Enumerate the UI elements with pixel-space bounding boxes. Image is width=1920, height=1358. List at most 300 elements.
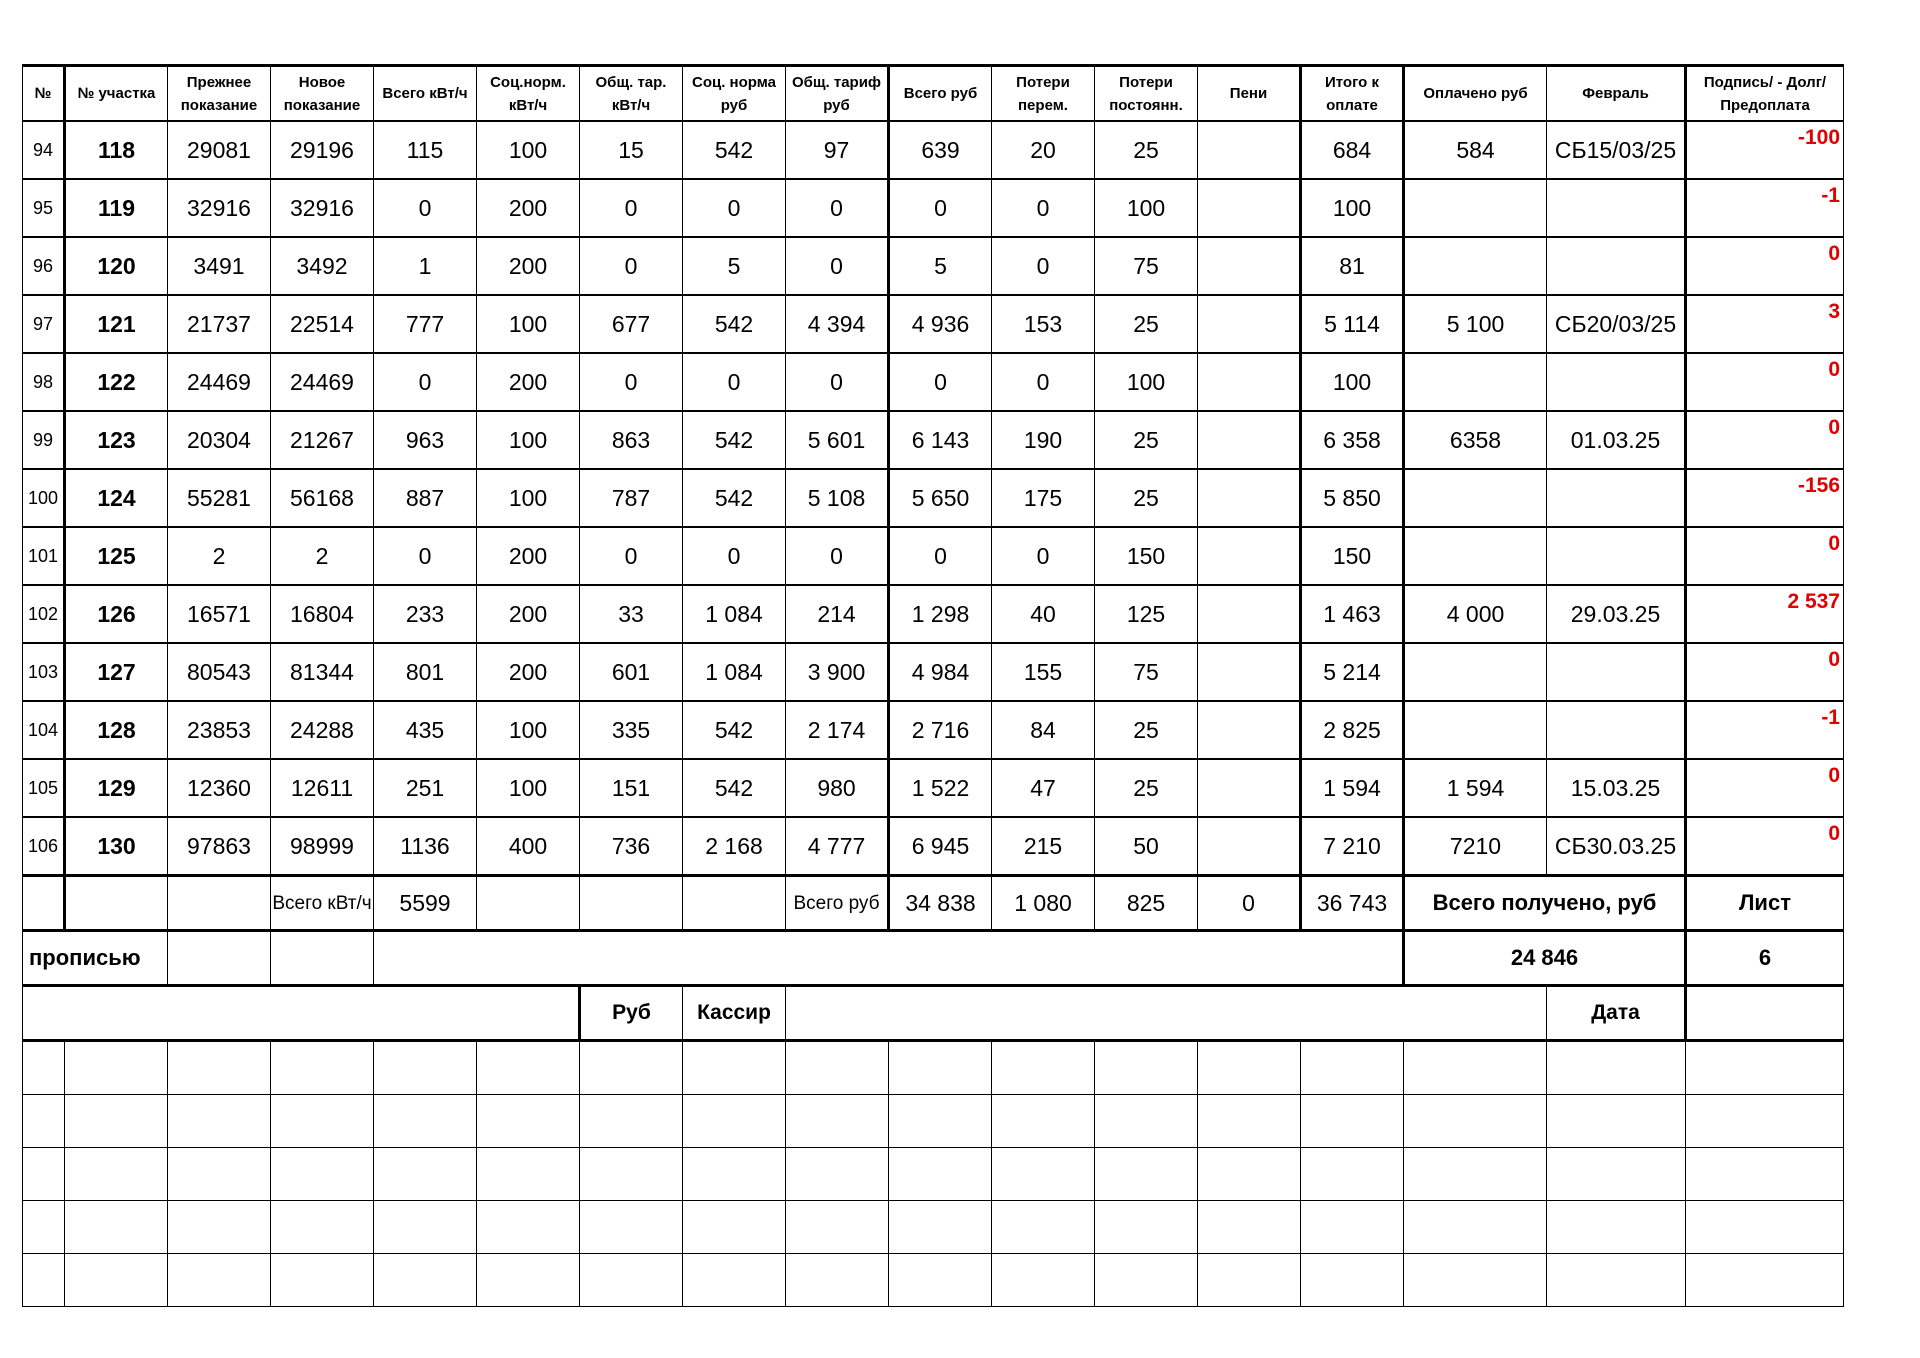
table-cell: 0: [580, 353, 683, 411]
table-cell: 2: [168, 527, 271, 585]
rub-label: Руб: [580, 986, 683, 1041]
table-cell: 151: [580, 759, 683, 817]
table-cell: 0: [786, 353, 889, 411]
table-cell: 100: [23, 469, 65, 527]
empty-cell: [374, 1201, 477, 1254]
table-cell: 120: [65, 237, 168, 295]
column-header: Общ. тариф руб: [786, 66, 889, 122]
empty-cell: [23, 1148, 65, 1201]
table-cell: [1198, 179, 1301, 237]
table-cell: 100: [477, 469, 580, 527]
empty-cell: [786, 1095, 889, 1148]
table-cell: 5: [889, 237, 992, 295]
table-cell: 40: [992, 585, 1095, 643]
empty-cell: [1095, 1041, 1198, 1095]
table-cell: 101: [23, 527, 65, 585]
table-cell: СБ15/03/25: [1547, 121, 1686, 179]
empty-cell: [477, 1148, 580, 1201]
table-cell: 4 394: [786, 295, 889, 353]
empty-cell: [65, 1254, 168, 1307]
table-cell: 4 936: [889, 295, 992, 353]
table-cell: 1 084: [683, 643, 786, 701]
table-cell: 100: [1301, 179, 1404, 237]
table-cell: 50: [1095, 817, 1198, 876]
table-cell: 584: [1404, 121, 1547, 179]
column-header: Итого к оплате: [1301, 66, 1404, 122]
meter-readings-table: [22, 64, 1844, 1307]
table-row: [23, 469, 1844, 527]
table-cell: 863: [580, 411, 683, 469]
table-cell: [1547, 237, 1686, 295]
empty-cell: [1547, 1041, 1686, 1095]
debt-cell: 0: [1686, 237, 1844, 295]
empty-cell: [1404, 1254, 1547, 1307]
table-cell: 23853: [168, 701, 271, 759]
cashier-signature-row: [23, 986, 1844, 1041]
empty-cell: [786, 1201, 889, 1254]
empty-cell: [477, 1201, 580, 1254]
totals-rub-label: Всего руб: [786, 876, 889, 931]
empty-cell: [1095, 1254, 1198, 1307]
empty-cell: [168, 876, 271, 931]
empty-cell: [65, 876, 168, 931]
table-cell: 102: [23, 585, 65, 643]
table-cell: 130: [65, 817, 168, 876]
empty-cell: [1198, 1254, 1301, 1307]
date-field: [1686, 986, 1844, 1041]
table-cell: 100: [477, 759, 580, 817]
table-cell: 2 825: [1301, 701, 1404, 759]
table-cell: 4 000: [1404, 585, 1547, 643]
table-cell: [1547, 527, 1686, 585]
debt-cell: -100: [1686, 121, 1844, 179]
table-cell: 24288: [271, 701, 374, 759]
column-header: Соц.норм. кВт/ч: [477, 66, 580, 122]
sheet-label: Лист: [1686, 876, 1844, 931]
table-cell: 32916: [271, 179, 374, 237]
table-cell: 01.03.25: [1547, 411, 1686, 469]
table-cell: 335: [580, 701, 683, 759]
table-cell: 4 777: [786, 817, 889, 876]
table-cell: 97: [786, 121, 889, 179]
table-cell: 24469: [168, 353, 271, 411]
table-cell: 119: [65, 179, 168, 237]
table-cell: 123: [65, 411, 168, 469]
table-cell: 29081: [168, 121, 271, 179]
table-cell: 25: [1095, 469, 1198, 527]
table-cell: 0: [786, 237, 889, 295]
table-cell: 0: [683, 353, 786, 411]
table-cell: 24469: [271, 353, 374, 411]
empty-cell: [271, 1148, 374, 1201]
table-row: [23, 701, 1844, 759]
table-cell: 75: [1095, 237, 1198, 295]
table-cell: 98: [23, 353, 65, 411]
blank-row: [23, 1148, 1844, 1201]
table-cell: 4 984: [889, 643, 992, 701]
sheet-number: 6: [1686, 931, 1844, 986]
empty-cell: [65, 1201, 168, 1254]
table-cell: 100: [1095, 179, 1198, 237]
table-cell: 33: [580, 585, 683, 643]
table-cell: 0: [992, 237, 1095, 295]
table-cell: 1136: [374, 817, 477, 876]
table-cell: 127: [65, 643, 168, 701]
table-cell: [1198, 585, 1301, 643]
totals-to-pay: 36 743: [1301, 876, 1404, 931]
empty-cell: [23, 1201, 65, 1254]
empty-cell: [992, 1254, 1095, 1307]
blank-row: [23, 1254, 1844, 1307]
empty-cell: [1301, 1254, 1404, 1307]
table-cell: 121: [65, 295, 168, 353]
table-cell: [1404, 643, 1547, 701]
table-cell: 81344: [271, 643, 374, 701]
table-cell: [1198, 643, 1301, 701]
empty-cell: [1301, 1201, 1404, 1254]
empty-cell: [271, 931, 374, 986]
table-cell: 100: [477, 121, 580, 179]
table-row: [23, 179, 1844, 237]
table-cell: [1404, 701, 1547, 759]
column-header: Соц. норма руб: [683, 66, 786, 122]
table-cell: 5 601: [786, 411, 889, 469]
table-cell: 125: [1095, 585, 1198, 643]
received-value: 24 846: [1404, 931, 1686, 986]
debt-cell: -1: [1686, 179, 1844, 237]
table-cell: 0: [683, 527, 786, 585]
amount-in-words-label: прописью: [23, 931, 168, 986]
blank-row: [23, 1201, 1844, 1254]
table-cell: 0: [374, 527, 477, 585]
table-cell: 0: [580, 179, 683, 237]
table-cell: 16571: [168, 585, 271, 643]
table-cell: 200: [477, 179, 580, 237]
table-cell: 542: [683, 295, 786, 353]
table-row: [23, 817, 1844, 876]
empty-cell: [168, 1095, 271, 1148]
empty-cell: [1547, 1201, 1686, 1254]
debt-cell: 2 537: [1686, 585, 1844, 643]
table-cell: 5 100: [1404, 295, 1547, 353]
table-cell: 639: [889, 121, 992, 179]
table-cell: 736: [580, 817, 683, 876]
table-cell: 2 174: [786, 701, 889, 759]
table-cell: [1198, 295, 1301, 353]
empty-cell: [65, 1041, 168, 1095]
table-cell: 200: [477, 353, 580, 411]
header-row: [23, 66, 1844, 122]
debt-cell: -1: [1686, 701, 1844, 759]
empty-cell: [477, 1095, 580, 1148]
table-cell: 32916: [168, 179, 271, 237]
empty-cell: [683, 1041, 786, 1095]
table-cell: [1404, 237, 1547, 295]
empty-cell: [374, 1254, 477, 1307]
empty-cell: [1404, 1095, 1547, 1148]
table-cell: 15: [580, 121, 683, 179]
empty-cell: [992, 1041, 1095, 1095]
empty-cell: [1404, 1148, 1547, 1201]
table-cell: 128: [65, 701, 168, 759]
received-label: Всего получено, руб: [1404, 876, 1686, 931]
table-cell: 542: [683, 411, 786, 469]
table-cell: 200: [477, 643, 580, 701]
table-cell: 96: [23, 237, 65, 295]
table-cell: 7210: [1404, 817, 1547, 876]
table-cell: 980: [786, 759, 889, 817]
table-cell: 6358: [1404, 411, 1547, 469]
empty-cell: [23, 1095, 65, 1148]
table-cell: 1 463: [1301, 585, 1404, 643]
table-cell: 1 084: [683, 585, 786, 643]
table-cell: 153: [992, 295, 1095, 353]
table-cell: 542: [683, 121, 786, 179]
empty-cell: [889, 1148, 992, 1201]
empty-cell: [23, 1254, 65, 1307]
table-cell: 214: [786, 585, 889, 643]
table-cell: 29196: [271, 121, 374, 179]
empty-cell: [1404, 1201, 1547, 1254]
cashier-label: Кассир: [683, 986, 786, 1041]
table-cell: 233: [374, 585, 477, 643]
table-cell: 0: [580, 527, 683, 585]
empty-cell: [168, 1041, 271, 1095]
table-cell: 677: [580, 295, 683, 353]
table-cell: 2 168: [683, 817, 786, 876]
table-cell: [1198, 701, 1301, 759]
debt-cell: 0: [1686, 817, 1844, 876]
empty-cell: [168, 931, 271, 986]
column-header: №: [23, 66, 65, 122]
table-row: [23, 121, 1844, 179]
table-cell: 251: [374, 759, 477, 817]
empty-cell: [271, 1254, 374, 1307]
table-cell: 125: [65, 527, 168, 585]
table-cell: [1198, 817, 1301, 876]
table-cell: 777: [374, 295, 477, 353]
table-cell: 99: [23, 411, 65, 469]
table-cell: 0: [786, 179, 889, 237]
totals-rub-value: 34 838: [889, 876, 992, 931]
table-cell: 100: [477, 701, 580, 759]
debt-cell: 0: [1686, 411, 1844, 469]
empty-cell: [786, 1148, 889, 1201]
table-cell: [1404, 469, 1547, 527]
table-cell: 25: [1095, 701, 1198, 759]
table-cell: 801: [374, 643, 477, 701]
table-row: [23, 759, 1844, 817]
empty-cell: [374, 1041, 477, 1095]
empty-cell: [374, 1148, 477, 1201]
table-cell: 400: [477, 817, 580, 876]
table-cell: [1547, 701, 1686, 759]
empty-cell: [1198, 1201, 1301, 1254]
table-cell: 0: [889, 353, 992, 411]
empty-cell: [580, 1041, 683, 1095]
totals-kwh-label: Всего кВт/ч: [271, 876, 374, 931]
table-cell: 12360: [168, 759, 271, 817]
table-cell: 103: [23, 643, 65, 701]
empty-cell: [992, 1095, 1095, 1148]
column-header: Оплачено руб: [1404, 66, 1547, 122]
table-cell: 80543: [168, 643, 271, 701]
table-cell: [1198, 527, 1301, 585]
empty-cell: [889, 1095, 992, 1148]
empty-cell: [477, 1041, 580, 1095]
empty-cell: [23, 1041, 65, 1095]
empty-cell: [168, 1201, 271, 1254]
empty-cell: [1198, 1148, 1301, 1201]
table-cell: 150: [1095, 527, 1198, 585]
empty-cell: [1547, 1095, 1686, 1148]
table-cell: 100: [1095, 353, 1198, 411]
table-row: [23, 353, 1844, 411]
column-header: Прежнее показание: [168, 66, 271, 122]
debt-cell: 0: [1686, 527, 1844, 585]
empty-cell: [374, 1095, 477, 1148]
date-label: Дата: [1547, 986, 1686, 1041]
column-header: Общ. тар. кВт/ч: [580, 66, 683, 122]
empty-cell: [580, 1095, 683, 1148]
table-cell: 1 298: [889, 585, 992, 643]
table-cell: 118: [65, 121, 168, 179]
table-cell: 16804: [271, 585, 374, 643]
table-cell: [1547, 469, 1686, 527]
empty-cell: [889, 1041, 992, 1095]
empty-cell: [580, 1254, 683, 1307]
table-cell: 2: [271, 527, 374, 585]
table-cell: 0: [374, 179, 477, 237]
column-header: Февраль: [1547, 66, 1686, 122]
table-cell: 190: [992, 411, 1095, 469]
table-cell: [1404, 353, 1547, 411]
table-cell: 100: [477, 411, 580, 469]
totals-losses-var: 1 080: [992, 876, 1095, 931]
totals-losses-const: 825: [1095, 876, 1198, 931]
empty-cell: [1198, 1041, 1301, 1095]
table-cell: 100: [477, 295, 580, 353]
empty-cell: [1686, 1041, 1844, 1095]
table-cell: 126: [65, 585, 168, 643]
empty-cell: [23, 876, 65, 931]
table-cell: 3492: [271, 237, 374, 295]
empty-cell: [1095, 1148, 1198, 1201]
blank-row: [23, 1095, 1844, 1148]
debt-cell: -156: [1686, 469, 1844, 527]
table-cell: 98999: [271, 817, 374, 876]
table-cell: 6 358: [1301, 411, 1404, 469]
table-cell: 20: [992, 121, 1095, 179]
table-cell: 29.03.25: [1547, 585, 1686, 643]
table-cell: 81: [1301, 237, 1404, 295]
empty-cell: [992, 1148, 1095, 1201]
table-cell: [1198, 759, 1301, 817]
empty-cell: [1686, 1201, 1844, 1254]
table-cell: 104: [23, 701, 65, 759]
table-cell: 6 143: [889, 411, 992, 469]
empty-cell: [683, 876, 786, 931]
table-cell: 3491: [168, 237, 271, 295]
table-cell: 6 945: [889, 817, 992, 876]
empty-cell: [580, 1148, 683, 1201]
table-cell: 97863: [168, 817, 271, 876]
column-header: Новое показание: [271, 66, 374, 122]
empty-cell: [683, 1201, 786, 1254]
table-cell: 21267: [271, 411, 374, 469]
empty-cell: [1301, 1041, 1404, 1095]
empty-cell: [271, 1041, 374, 1095]
table-cell: 0: [374, 353, 477, 411]
empty-cell: [168, 1148, 271, 1201]
empty-cell: [1095, 1095, 1198, 1148]
table-cell: 75: [1095, 643, 1198, 701]
table-cell: 129: [65, 759, 168, 817]
empty-cell: [1301, 1148, 1404, 1201]
table-cell: 435: [374, 701, 477, 759]
table-cell: 84: [992, 701, 1095, 759]
table-row: [23, 585, 1844, 643]
empty-cell: [1301, 1095, 1404, 1148]
table-cell: 0: [992, 527, 1095, 585]
table-cell: 5 108: [786, 469, 889, 527]
table-cell: 200: [477, 527, 580, 585]
table-cell: 47: [992, 759, 1095, 817]
empty-cell: [271, 1201, 374, 1254]
table-cell: 542: [683, 701, 786, 759]
column-header: Подпись/ - Долг/Предоплата: [1686, 66, 1844, 122]
empty-cell: [1686, 1095, 1844, 1148]
table-cell: [1198, 237, 1301, 295]
table-cell: [1547, 353, 1686, 411]
table-cell: 5 114: [1301, 295, 1404, 353]
column-header: Пени: [1198, 66, 1301, 122]
table-cell: 601: [580, 643, 683, 701]
empty-cell: [1547, 1254, 1686, 1307]
empty-cell: [786, 1254, 889, 1307]
table-cell: 963: [374, 411, 477, 469]
table-cell: 1 594: [1404, 759, 1547, 817]
table-cell: 5 214: [1301, 643, 1404, 701]
table-cell: 20304: [168, 411, 271, 469]
table-cell: 22514: [271, 295, 374, 353]
table-row: [23, 527, 1844, 585]
table-row: [23, 643, 1844, 701]
table-cell: 150: [1301, 527, 1404, 585]
table-cell: 115: [374, 121, 477, 179]
table-cell: 887: [374, 469, 477, 527]
table-cell: 0: [992, 179, 1095, 237]
empty-cell: [992, 1201, 1095, 1254]
table-cell: 155: [992, 643, 1095, 701]
empty-cell: [1547, 1148, 1686, 1201]
table-cell: 5: [683, 237, 786, 295]
table-cell: 5 650: [889, 469, 992, 527]
empty-cell: [168, 1254, 271, 1307]
table-cell: 106: [23, 817, 65, 876]
table-cell: 0: [580, 237, 683, 295]
table-cell: 1 522: [889, 759, 992, 817]
table-cell: 0: [786, 527, 889, 585]
table-cell: СБ30.03.25: [1547, 817, 1686, 876]
table-cell: 100: [1301, 353, 1404, 411]
table-cell: 2 716: [889, 701, 992, 759]
table-cell: [1198, 353, 1301, 411]
column-header: Всего руб: [889, 66, 992, 122]
empty-cell: [477, 876, 580, 931]
column-header: Потери перем.: [992, 66, 1095, 122]
empty-cell: [786, 1041, 889, 1095]
